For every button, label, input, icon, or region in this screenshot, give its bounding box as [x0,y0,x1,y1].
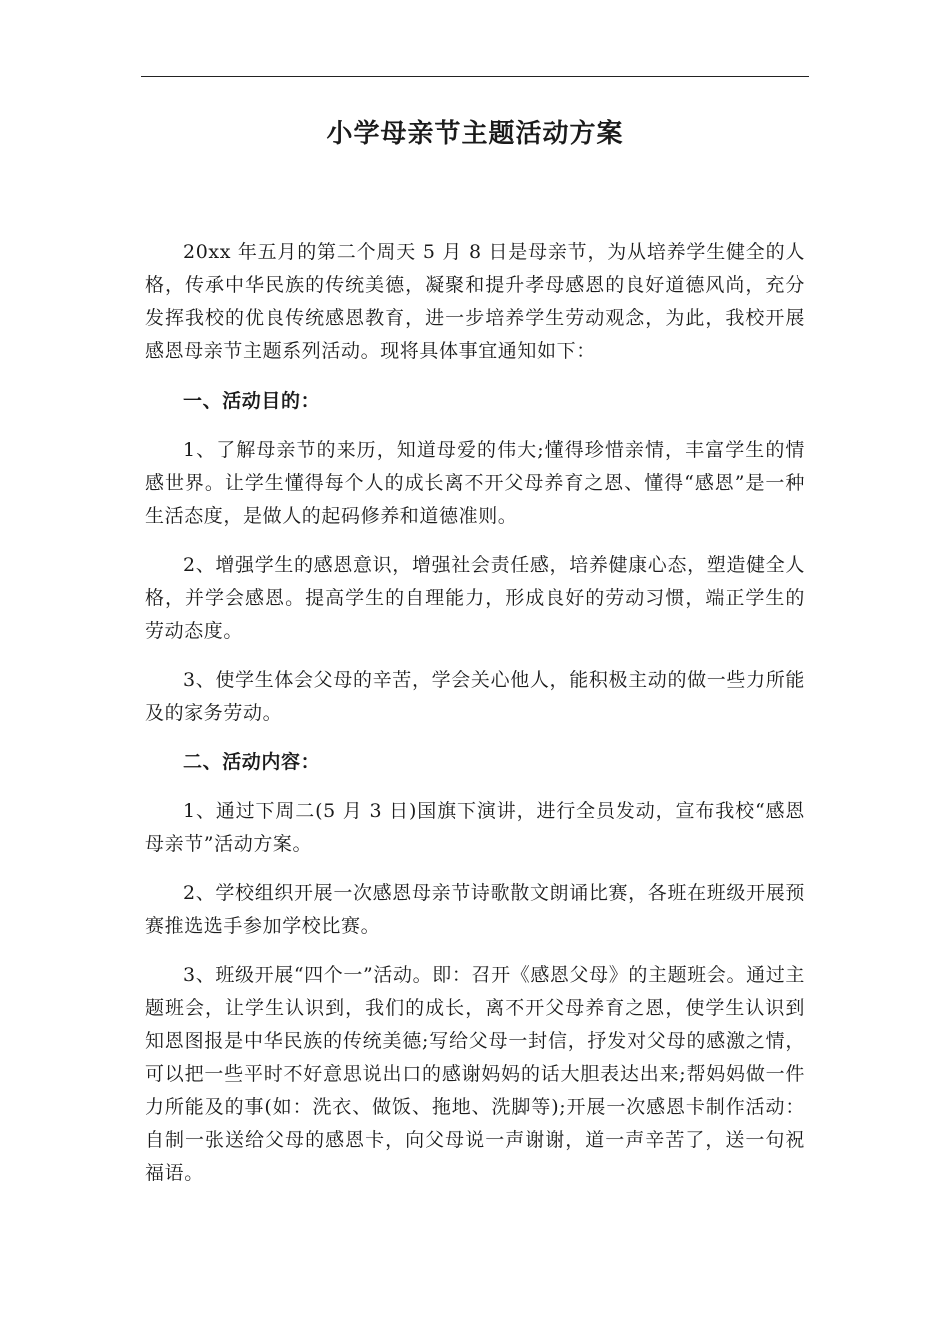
purpose-item: 3、使学生体会父母的辛苦，学会关心他人，能积极主动的做一些力所能及的家务劳动。 [145,669,805,724]
purpose-item: 2、增强学生的感恩意识，增强社会责任感，培养健康心态，塑造健全人格，并学会感恩。提高学生的自理能力，形成良好的劳动习惯，端正学生的劳动态度。 [145,554,805,642]
content-item: 3、班级开展“四个一”活动。即：召开《感恩父母》的主题班会。通过主题班会，让学生认识到，我们的成长，离不开父母养育之恩，使学生认识到知恩图报是中华民族的传统美德;写给父母一封信，抒发对父母的感激之情，可以把一些平时不好意思说出口的感谢妈妈的话大胆表达出来;帮妈妈做一件力所能及的事(如：洗衣、做饭、拖地、洗脚等);开展一次感恩卡制作活动：自制一张送给父母的感恩卡，向父母说一声谢谢，道一声辛苦了，送一句祝福语。 [145,964,805,1184]
content-item: 1、通过下周二(5 月 3 日)国旗下演讲，进行全员发动，宣布我校“感恩母亲节”活动方案。 [145,800,805,855]
document-title: 小学母亲节主题活动方案 [326,119,624,149]
purpose-item: 1、了解母亲节的来历，知道母爱的伟大;懂得珍惜亲情，丰富学生的情感世界。让学生懂得每个人的成长离不开父母养育之恩、懂得“感恩”是一种生活态度，是做人的起码修养和道德准则。 [145,439,805,527]
content-item: 2、学校组织开展一次感恩母亲节诗歌散文朗诵比赛，各班在班级开展预赛推选选手参加学校比赛。 [145,882,805,937]
document-body [145,236,805,1190]
section-heading-content: 二、活动内容： [183,751,321,773]
header-rule [141,76,809,77]
intro-paragraph: 20xx 年五月的第二个周天 5 月 8 日是母亲节，为从培养学生健全的人格，传承中华民族的传统美德，凝聚和提升孝母感恩的良好道德风尚，充分发挥我校的优良传统感恩教育，进一步培养学生劳动观念，为此，我校开展感恩母亲节主题系列活动。现将具体事宜通知如下： [145,241,805,362]
section-heading-purpose: 一、活动目的： [183,390,321,412]
